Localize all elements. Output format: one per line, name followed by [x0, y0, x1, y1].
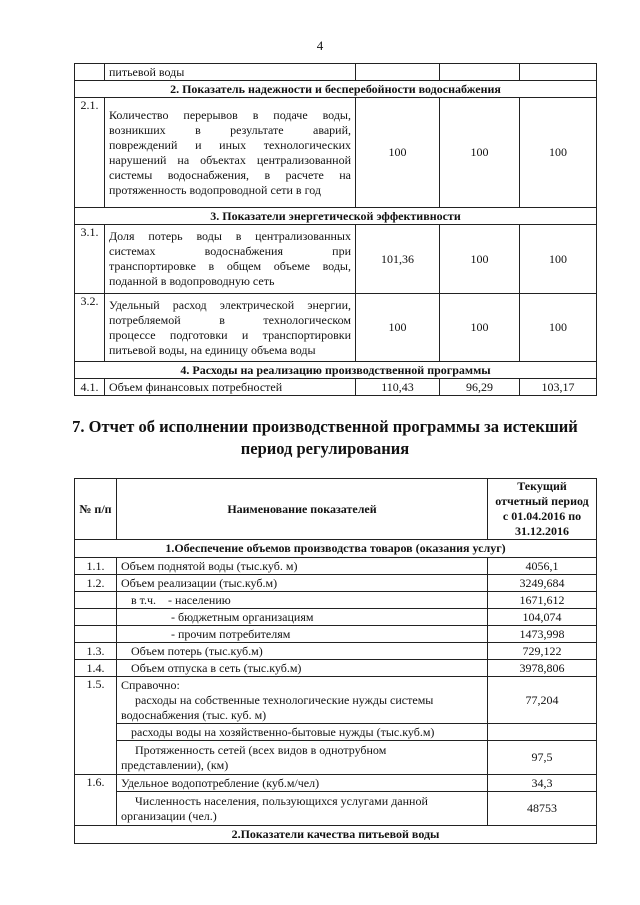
- table-row: в т.ч. - населению 1671,612: [75, 592, 597, 609]
- section-header: [75, 81, 597, 98]
- table-row: 4.1. Объем финансовых потребностей 110,43 96,29 103,17: [75, 379, 597, 396]
- indicators-table: [74, 63, 597, 396]
- table-row: [75, 64, 597, 81]
- section-header: [75, 362, 597, 379]
- report-table: [74, 478, 597, 844]
- table-row: 1.4. Объем отпуска в сеть (тыс.куб.м) 3978,806: [75, 660, 597, 677]
- table-row: 1.1. Объем поднятой воды (тыс.куб. м) 4056,1: [75, 558, 597, 575]
- table-header: [75, 479, 597, 540]
- table-row: 1.6. Удельное водопотребление (куб.м/чел) 34,3: [75, 775, 597, 792]
- table-row: - прочим потребителям 1473,998: [75, 626, 597, 643]
- table-row: 1.5. Справочно: расходы на собственные технологические нужды системы водоснабжения (тыс. куб. м) 77,204: [75, 677, 597, 724]
- table-row: 1.2. Объем реализации (тыс.куб.м) 3249,684: [75, 575, 597, 592]
- section-header: 2.Показатели качества питьевой воды: [75, 826, 597, 844]
- col-num-header: № п/п: [75, 479, 117, 540]
- row-3-2-label: Удельный расход электрической энергии, потребляемой в технологическом процессе подготовки и транспортировки питьевой воды, на единицу объема воды: [105, 294, 356, 362]
- table-row: - бюджетным организациям 104,074: [75, 609, 597, 626]
- table-row: Протяженность сетей (всех видов в однотрубном представлении), (км) 97,5: [75, 741, 597, 775]
- table-row: 1.3. Объем потерь (тыс.куб.м) 729,122: [75, 643, 597, 660]
- col-name-header: Наименование показателей: [117, 479, 488, 540]
- row-2-1-label: Количество перерывов в подаче воды, возникших в результате аварий, повреждений и иных технологических нарушений на объектах централизованной системы водоснабжения, в расчете на протяженность водопроводной сети в год: [105, 98, 356, 208]
- table-row: 3.1. Доля потерь воды в централизованных системах водоснабжения при транспортировке в общем объеме воды, поданной в водопроводную сеть 101,36 100 100: [75, 225, 597, 294]
- section-title: 7. Отчет об исполнении производственной программы за истекший период регулирования: [72, 417, 578, 458]
- col-period-header: Текущий отчетный период с 01.04.2016 по 31.12.2016: [488, 479, 597, 540]
- section-header: 1.Обеспечение объемов производства товаров (оказания услуг): [75, 540, 597, 558]
- table-row: Численность населения, пользующихся услугами данной организации (чел.) 48753: [75, 792, 597, 826]
- section-header: [75, 208, 597, 225]
- section-3-title: 3. Показатели энергетической эффективности: [75, 208, 597, 225]
- table-row: 2.1. Количество перерывов в подаче воды, возникших в результате аварий, повреждений и иных технологических нарушений на объектах централизованной системы водоснабжения, в расчете на протяженность водопроводной сети в год 100 100 100: [75, 98, 597, 208]
- table-row: расходы воды на хозяйственно-бытовые нужды (тыс.куб.м): [75, 724, 597, 741]
- page-number: 4: [316, 38, 324, 53]
- section-2-title: 2. Показатель надежности и бесперебойности водоснабжения: [75, 81, 597, 98]
- table-row: 3.2. Удельный расход электрической энергии, потребляемой в технологическом процессе подготовки и транспортировки питьевой воды, на единицу объема воды 100 100 100: [75, 294, 597, 362]
- section-4-title: 4. Расходы на реализацию производственной программы: [75, 362, 597, 379]
- row-3-1-label: Доля потерь воды в централизованных системах водоснабжения при транспортировке в общем объеме воды, поданной в водопроводную сеть: [105, 225, 356, 294]
- continuation-text: питьевой воды: [105, 64, 356, 81]
